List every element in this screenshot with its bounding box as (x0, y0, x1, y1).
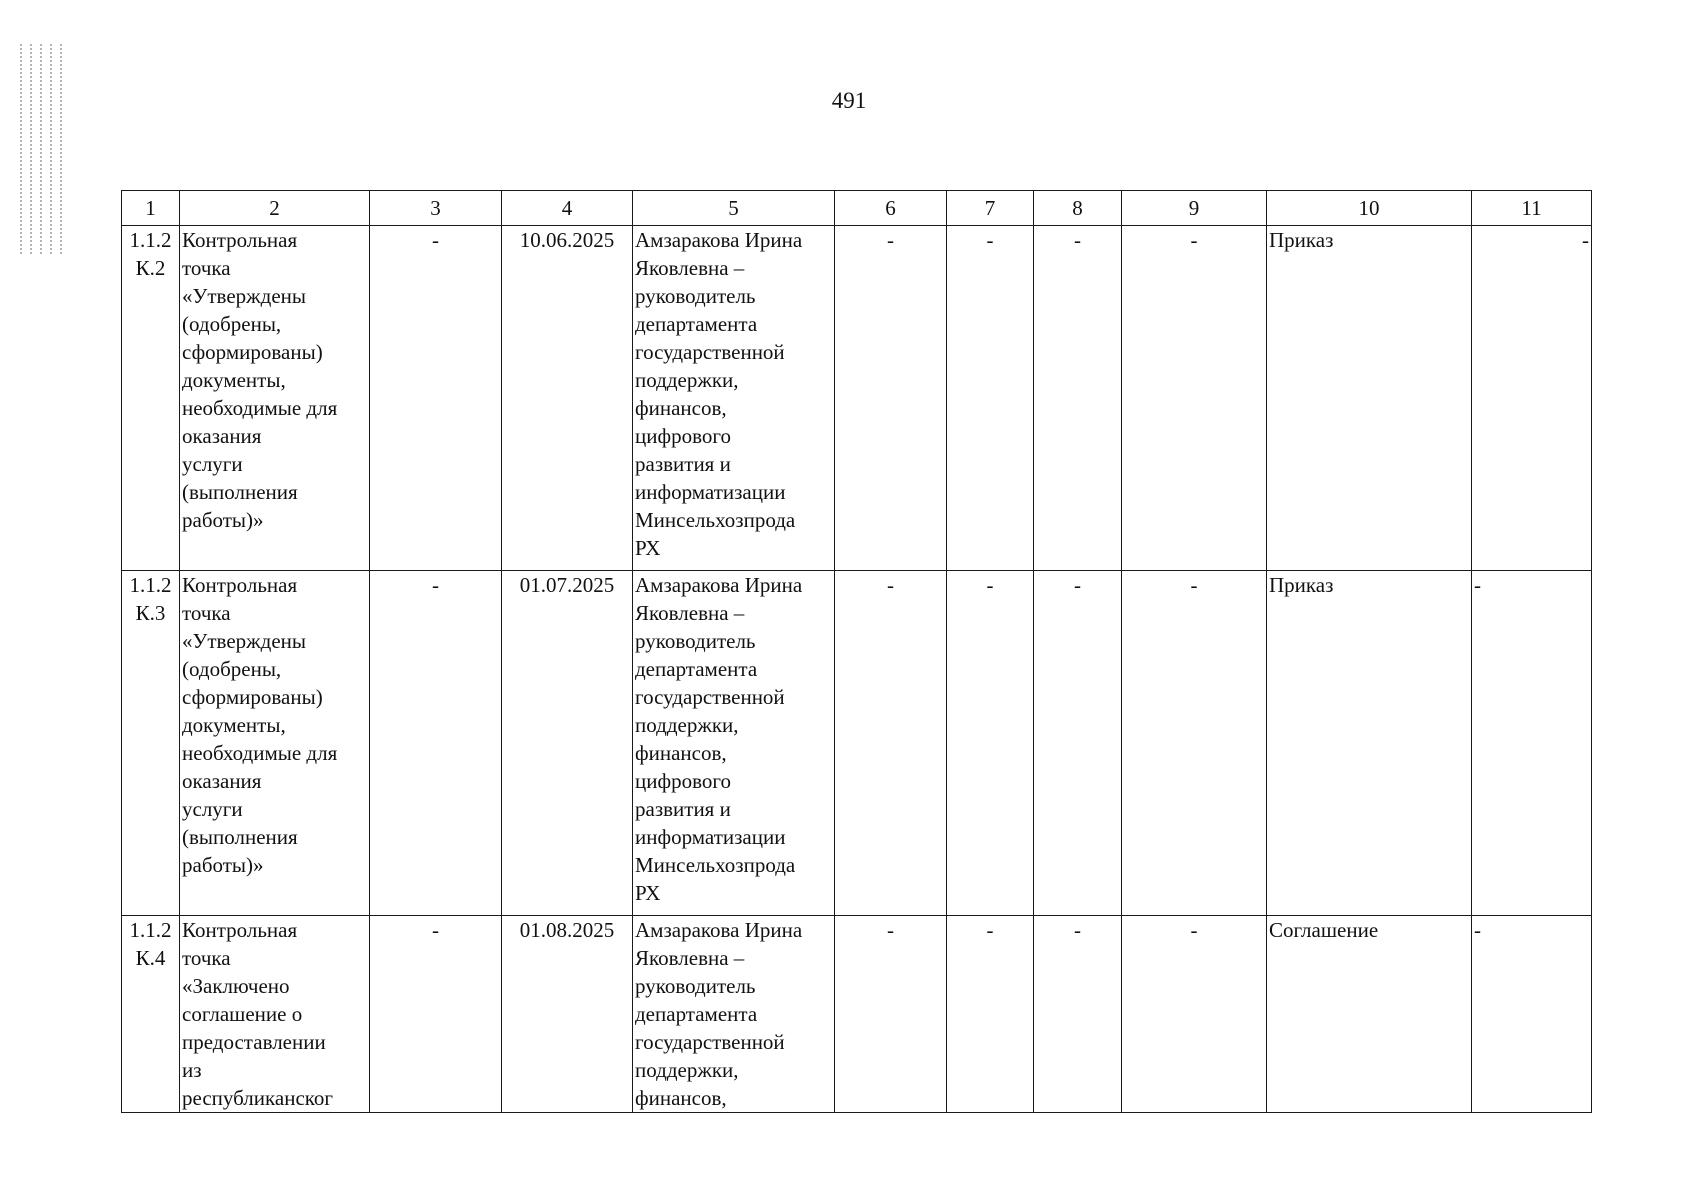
row-col11: - (1472, 916, 1592, 1113)
row-document: Приказ (1267, 226, 1472, 571)
row-name: Контрольная точка «Утверждены (одобрены, сформированы) документы, необходимые для оказания услуги (выполнения работы)» (180, 226, 370, 571)
row-col7: - (947, 916, 1034, 1113)
row-col7: - (947, 226, 1034, 571)
table-header-row (122, 191, 1592, 226)
row-col6: - (835, 571, 947, 916)
row-document: Соглашение (1267, 916, 1472, 1113)
header-cell: 5 (633, 191, 835, 226)
header-cell: 10 (1267, 191, 1472, 226)
row-date: 01.08.2025 (502, 916, 633, 1113)
row-date: 10.06.2025 (502, 226, 633, 571)
header-cell: 7 (947, 191, 1034, 226)
table-row (122, 571, 1592, 916)
header-cell: 3 (370, 191, 502, 226)
row-col8: - (1034, 571, 1122, 916)
header-cell: 6 (835, 191, 947, 226)
header-cell: 2 (180, 191, 370, 226)
row-name: Контрольная точка «Утверждены (одобрены, сформированы) документы, необходимые для оказания услуги (выполнения работы)» (180, 571, 370, 916)
header-cell: 9 (1122, 191, 1267, 226)
row-col11: - (1472, 226, 1592, 571)
row-col3: - (370, 571, 502, 916)
row-col8: - (1034, 916, 1122, 1113)
row-responsible: Амзаракова Ирина Яковлевна – руководитель департамента государственной поддержки, финансов, цифрового развития и информатизации Минсельхозпрода РХ (633, 226, 835, 571)
header-cell: 4 (502, 191, 633, 226)
row-document: Приказ (1267, 571, 1472, 916)
row-responsible: Амзаракова Ирина Яковлевна – руководитель департамента государственной поддержки, финансов, (633, 916, 835, 1113)
row-col11: - (1472, 571, 1592, 916)
header-cell: 8 (1034, 191, 1122, 226)
row-col8: - (1034, 226, 1122, 571)
header-cell: 11 (1472, 191, 1592, 226)
row-col9: - (1122, 226, 1267, 571)
header-cell: 1 (122, 191, 180, 226)
row-col6: - (835, 916, 947, 1113)
table-row (122, 916, 1592, 1113)
row-date: 01.07.2025 (502, 571, 633, 916)
page-number: 491 (831, 88, 867, 113)
row-responsible: Амзаракова Ирина Яковлевна – руководитель департамента государственной поддержки, финансов, цифрового развития и информатизации Минсельхозпрода РХ (633, 571, 835, 916)
row-col7: - (947, 571, 1034, 916)
row-name: Контрольная точка «Заключено соглашение о предоставлении из республиканског (180, 916, 370, 1113)
table-row (122, 226, 1592, 571)
row-col9: - (1122, 916, 1267, 1113)
row-code: 1.1.2 К.4 (122, 916, 180, 1113)
row-col3: - (370, 226, 502, 571)
row-col6: - (835, 226, 947, 571)
row-col3: - (370, 916, 502, 1113)
side-stamp-mark (14, 44, 72, 254)
row-code: 1.1.2 К.2 (122, 226, 180, 571)
plan-table (121, 190, 1592, 1113)
row-code: 1.1.2 К.3 (122, 571, 180, 916)
row-col9: - (1122, 571, 1267, 916)
